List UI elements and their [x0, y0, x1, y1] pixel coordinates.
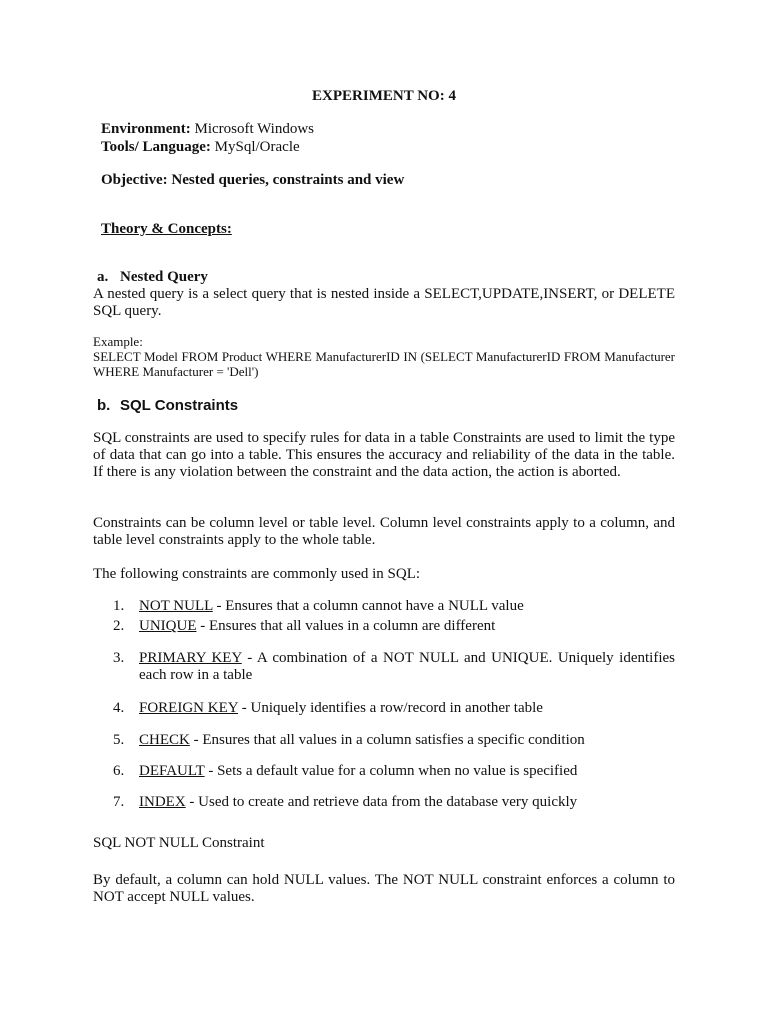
example-sql: SELECT Model FROM Product WHERE ManufacturerID IN (SELECT ManufacturerID FROM Manufacturer WHERE Manufacturer = 'Dell')	[93, 349, 675, 379]
list-body	[139, 700, 675, 717]
list-body	[139, 794, 675, 811]
environment-value: Microsoft Windows	[190, 121, 315, 137]
constraint-term: CHECK	[139, 732, 190, 748]
list-number: 2.	[113, 618, 125, 634]
constraints-intro: The following constraints are commonly used in SQL:	[93, 566, 421, 582]
constraint-term: DEFAULT	[139, 763, 205, 779]
constraint-desc: - Ensures that all values in a column are different	[196, 618, 496, 634]
list-body	[139, 732, 675, 749]
list-body	[139, 618, 675, 635]
list-number: 4.	[113, 700, 125, 716]
list-number: 6.	[113, 763, 125, 779]
list-number: 5.	[113, 732, 125, 748]
constraint-desc: - Ensures that a column cannot have a NULL value	[212, 598, 524, 614]
list-number: 1.	[113, 598, 125, 614]
tools-label: Tools/ Language:	[101, 139, 211, 155]
nested-query-paragraph: A nested query is a select query that is nested inside a SELECT,UPDATE,INSERT, or DELETE SQL query.	[93, 286, 675, 319]
section-b-title: SQL Constraints	[120, 397, 239, 414]
constraint-term: NOT NULL	[139, 598, 213, 614]
list-body	[139, 763, 675, 780]
constraint-desc: - A combination of a NOT NULL and UNIQUE. Uniquely identifies each row in a table	[139, 650, 675, 683]
section-b-marker: b.	[97, 397, 111, 414]
experiment-title: EXPERIMENT NO: 4	[312, 88, 456, 104]
environment-line	[101, 121, 314, 138]
not-null-paragraph: By default, a column can hold NULL values. The NOT NULL constraint enforces a column to NOT accept NULL values.	[93, 872, 675, 905]
environment-label: Environment:	[101, 121, 191, 137]
section-a-title: Nested Query	[120, 269, 208, 285]
list-number: 7.	[113, 794, 125, 810]
list-body	[139, 598, 675, 615]
constraint-desc: - Sets a default value for a column when no value is specified	[204, 763, 578, 779]
list-body	[139, 650, 675, 684]
constraints-paragraph-2: Constraints can be column level or table level. Column level constraints apply to a column, and table level constraints apply to the whole table.	[93, 515, 675, 548]
constraint-desc: - Used to create and retrieve data from the database very quickly	[185, 794, 578, 810]
objective-line: Objective: Nested queries, constraints and view	[101, 172, 405, 188]
not-null-heading: SQL NOT NULL Constraint	[93, 835, 265, 851]
constraint-term: INDEX	[139, 794, 186, 810]
list-number: 3.	[113, 650, 125, 666]
tools-value: MySql/Oracle	[210, 139, 300, 155]
constraint-desc: - Ensures that all values in a column satisfies a specific condition	[189, 732, 585, 748]
section-a-heading	[97, 269, 208, 286]
example-label: Example:	[93, 334, 143, 349]
constraint-term: UNIQUE	[139, 618, 197, 634]
constraint-term: PRIMARY KEY	[139, 650, 242, 666]
constraint-desc: - Uniquely identifies a row/record in another table	[238, 700, 543, 716]
constraints-paragraph-1: SQL constraints are used to specify rules for data in a table Constraints are used to limit the type of data that can go into a table. This ensures the accuracy and reliability of the data in the table. If there is any violation between the constraint and the data action, the action is aborted.	[93, 430, 675, 480]
tools-line	[101, 139, 300, 156]
section-b-heading	[97, 397, 238, 414]
section-a-marker: a.	[97, 269, 109, 285]
constraint-term: FOREIGN KEY	[139, 700, 239, 716]
theory-heading: Theory & Concepts:	[101, 221, 232, 237]
